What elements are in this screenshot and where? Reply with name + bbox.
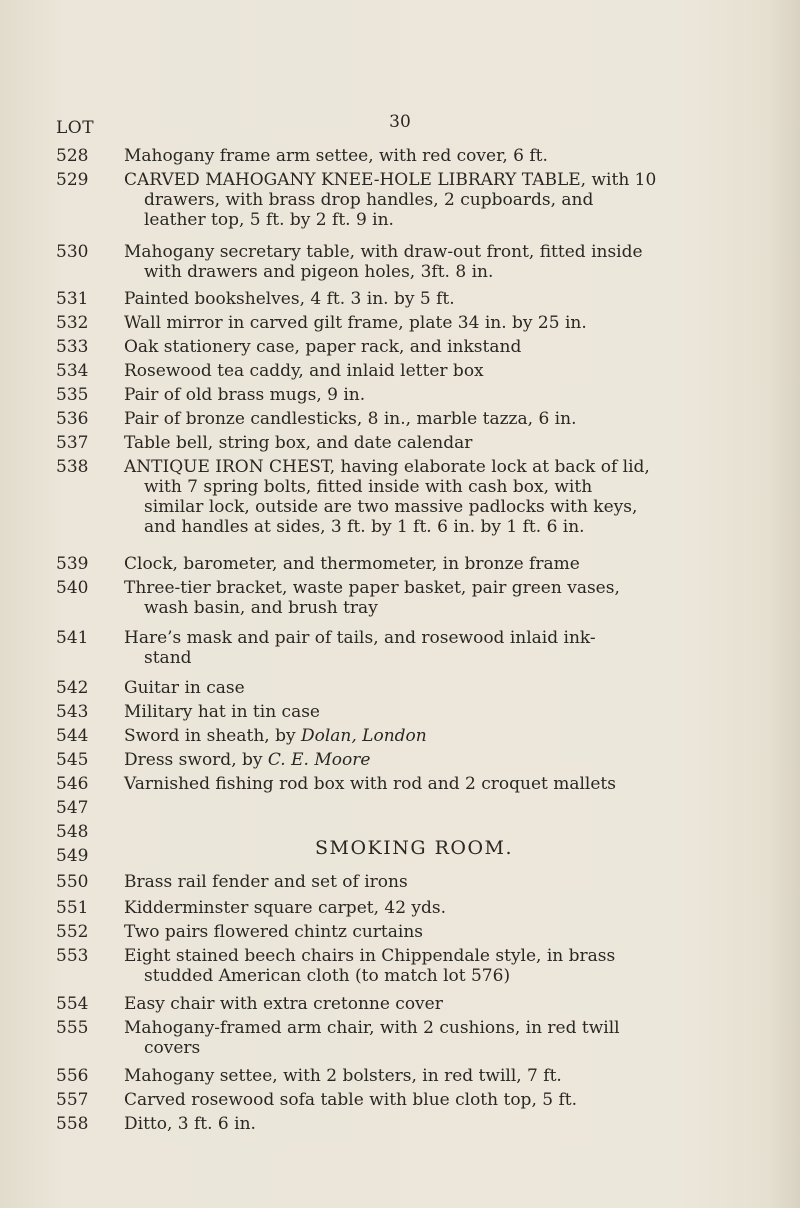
- lot-number: 536: [56, 409, 89, 429]
- lot-description: [124, 409, 754, 429]
- lot-description: [124, 750, 754, 770]
- lot-number: 534: [56, 361, 89, 381]
- lot-description: [124, 578, 754, 618]
- lot-description: [124, 385, 754, 405]
- lot-description-line: Sword in sheath, by: [124, 726, 301, 746]
- lot-number: 543: [56, 702, 89, 722]
- lot-number: 548: [56, 822, 89, 842]
- lot-description-line: Mahogany frame arm settee, with red cover, 6 ft.: [124, 146, 548, 166]
- lot-number: 552: [56, 922, 89, 942]
- lot-description-line: stand: [144, 648, 192, 668]
- lot-description-line: Varnished fishing rod box with rod and 2 croquet mallets: [124, 774, 616, 794]
- lot-description-line: Painted bookshelves, 4 ft. 3 in. by 5 ft.: [124, 289, 455, 309]
- lot-description: [124, 337, 754, 357]
- lot-description-line: Pair of old brass mugs, 9 in.: [124, 385, 366, 405]
- lot-description-line: Three-tier bracket, waste paper basket, pair green vases,: [124, 578, 620, 598]
- lot-number: 533: [56, 337, 89, 357]
- lot-number: 550: [56, 872, 89, 892]
- lot-description: [124, 994, 754, 1014]
- lot-description-line: Mahogany settee, with 2 bolsters, in red twill, 7 ft.: [124, 1066, 562, 1086]
- lot-number: 537: [56, 433, 89, 453]
- lot-description-line: Two pairs flowered chintz curtains: [124, 922, 424, 942]
- lot-description-line: Mahogany-framed arm chair, with 2 cushions, in red twill: [124, 1018, 620, 1038]
- lot-number: 557: [56, 1090, 89, 1110]
- lot-number: 530: [56, 242, 89, 262]
- lot-description-line: studded American cloth (to match lot 576): [144, 966, 511, 986]
- lot-number: 528: [56, 146, 89, 166]
- lot-description-line: Brass rail fender and set of irons: [124, 872, 408, 892]
- lot-description-line: Eight stained beech chairs in Chippendale style, in brass: [124, 946, 616, 966]
- lot-number: 532: [56, 313, 89, 333]
- lot-number: 529: [56, 170, 89, 190]
- lot-number: 531: [56, 289, 89, 309]
- lot-description: [124, 898, 754, 918]
- lot-description: [124, 774, 754, 794]
- lot-description: [124, 554, 754, 574]
- lot-description: [124, 170, 754, 230]
- lot-lead-title: CARVED MAHOGANY KNEE-HOLE LIBRARY TABLE,: [124, 170, 587, 190]
- lot-number: 546: [56, 774, 89, 794]
- lot-description: [124, 726, 754, 746]
- lot-number: 545: [56, 750, 89, 770]
- lot-number: 542: [56, 678, 89, 698]
- lot-description-line: with 7 spring bolts, fitted inside with cash box, with: [144, 477, 593, 497]
- lot-number: 549: [56, 846, 89, 866]
- lot-description: [124, 1066, 754, 1086]
- lot-description: [124, 922, 754, 942]
- lot-description-line: leather top, 5 ft. by 2 ft. 9 in.: [144, 210, 394, 230]
- lot-description-line: with 10: [586, 170, 657, 190]
- lot-number: 540: [56, 578, 89, 598]
- lot-description: [124, 1090, 754, 1110]
- lot-description: [124, 457, 754, 537]
- lot-description-line: Table bell, string box, and date calendar: [124, 433, 473, 453]
- lot-description: [124, 678, 754, 698]
- lot-description-line: Clock, barometer, and thermometer, in bronze frame: [124, 554, 580, 574]
- lot-description-line: similar lock, outside are two massive padlocks with keys,: [144, 497, 638, 517]
- lot-description: [124, 1018, 754, 1058]
- lot-description-line: and handles at sides, 3 ft. by 1 ft. 6 in. by 1 ft. 6 in.: [144, 517, 585, 537]
- lot-description-line: with drawers and pigeon holes, 3ft. 8 in.: [144, 262, 494, 282]
- lot-description: [124, 433, 754, 453]
- lot-description-line: Military hat in tin case: [124, 702, 320, 722]
- lot-number: 538: [56, 457, 89, 477]
- lot-number: 554: [56, 994, 89, 1014]
- lot-description-line: covers: [144, 1038, 201, 1058]
- page-number: 30: [389, 112, 411, 132]
- lot-column-header: LOT: [56, 118, 95, 138]
- lot-description-line: Guitar in case: [124, 678, 245, 698]
- lot-description-line: Carved rosewood sofa table with blue cloth top, 5 ft.: [124, 1090, 577, 1110]
- lot-number: 555: [56, 1018, 89, 1038]
- lot-number: 535: [56, 385, 89, 405]
- lot-description: [124, 872, 754, 892]
- lot-description-line: Ditto, 3 ft. 6 in.: [124, 1114, 256, 1134]
- lot-number: 553: [56, 946, 89, 966]
- lot-description-line: Rosewood tea caddy, and inlaid letter box: [124, 361, 484, 381]
- lot-description: [124, 702, 754, 722]
- lot-number: 551: [56, 898, 89, 918]
- lot-description-line: Dress sword, by: [124, 750, 268, 770]
- lot-number: 556: [56, 1066, 89, 1086]
- lot-description: [124, 146, 754, 166]
- lot-description: [124, 361, 754, 381]
- lot-description-line: Kidderminster square carpet, 42 yds.: [124, 898, 447, 918]
- lot-description-line: having elaborate lock at back of lid,: [335, 457, 650, 477]
- lot-number: 539: [56, 554, 89, 574]
- lot-description: [124, 628, 754, 668]
- lot-number: 544: [56, 726, 89, 746]
- lot-description-line: Wall mirror in carved gilt frame, plate 34 in. by 25 in.: [124, 313, 587, 333]
- lot-description-line: Pair of bronze candlesticks, 8 in., marble tazza, 6 in.: [124, 409, 577, 429]
- lot-description: [124, 1114, 754, 1134]
- section-heading: SMOKING ROOM.: [315, 837, 514, 859]
- lot-description: [124, 289, 754, 309]
- lot-description-line: Mahogany secretary table, with draw-out front, fitted inside: [124, 242, 643, 262]
- lot-lead-title: ANTIQUE IRON CHEST,: [124, 457, 336, 477]
- lot-maker: C. E. Moore: [267, 750, 371, 770]
- lot-number: 558: [56, 1114, 89, 1134]
- lot-description-line: Hare’s mask and pair of tails, and rosewood inlaid ink-: [124, 628, 596, 648]
- lot-description-line: Oak stationery case, paper rack, and inkstand: [124, 337, 522, 357]
- lot-maker: Dolan, London: [300, 726, 427, 746]
- lot-description: [124, 313, 754, 333]
- lot-description-line: Easy chair with extra cretonne cover: [124, 994, 443, 1014]
- lot-description: [124, 242, 754, 282]
- lot-number: 547: [56, 798, 89, 818]
- lot-description-line: drawers, with brass drop handles, 2 cupboards, and: [144, 190, 594, 210]
- lot-number: 541: [56, 628, 89, 648]
- lot-description: [124, 946, 754, 986]
- lot-description-line: wash basin, and brush tray: [144, 598, 378, 618]
